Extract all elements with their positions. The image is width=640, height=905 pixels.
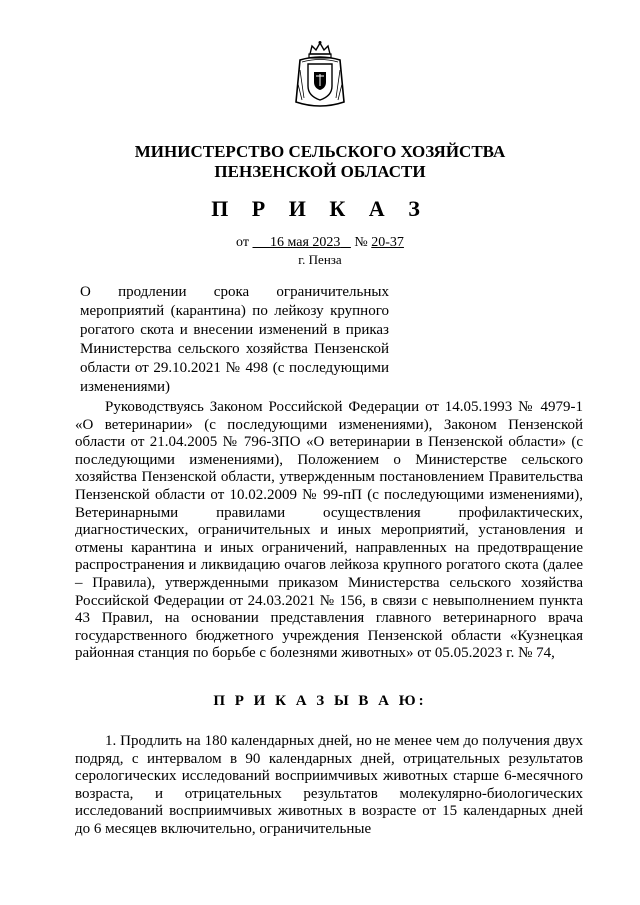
preamble-paragraph: Руководствуясь Законом Российской Федерации от 14.05.1993 № 4979-1 «О ветеринарии» (с последующими изменениями), Законом Пензенской области от 21.04.2005 № 796-ЗПО «О ветеринарии в Пензенской области» (с последующими изменениями), Положением о Министерстве сельского хозяйства Пензенской области, утвержденным постановлением Правительства Пензенской области от 10.02.2009 № 99-пП (с последующими изменениями), Ветеринарными правилами осуществления профилактических, диагностических, ограничительных и иных мероприятий, установления и отмены карантина и иных ограничений, направленных на предотвращение распространения и ликвидацию очагов лейкоза крупного рогатого скота (далее – Правила), утвержденными приказом Министерства сельского хозяйства Российской Федерации от 24.03.2021 № 156, в связи с невыполнением пункта 43 Правил, на основании представления главного ветеринарного врача государственного бюджетного учреждения Пензенской области «Кузнецкая районная станция по борьбе с болезнями животных» от 05.05.2023 г. № 74, <box>75 399 583 662</box>
ministry-title-line2: ПЕНЗЕНСКОЙ ОБЛАСТИ <box>214 162 426 181</box>
date-prefix: от <box>236 235 249 250</box>
ministry-title-line1: МИНИСТЕРСТВО СЕЛЬСКОГО ХОЗЯЙСТВА <box>134 142 506 161</box>
city-label: г. Пенза <box>298 252 342 267</box>
date-number-line <box>0 235 640 251</box>
order-date: 16 мая 2023 <box>269 235 341 250</box>
order-item-1: 1. Продлить на 180 календарных дней, но не менее чем до получения двух подряд, с интервалом в 90 календарных дней, отрицательных результатов серологических исследований восприимчивых животных старше 6-месячного возраста, и отрицательных результатов молекулярно-биологических исследований восприимчивых животных в возрасте от 15 календарных дней до 6 месяцев включительно, ограничительные <box>75 733 583 837</box>
document-type-title: П Р И К А З <box>211 196 429 221</box>
number-prefix: № <box>354 235 368 250</box>
order-subject: О продлении срока ограничительных мероприятий (карантина) по лейкозу крупного рогатого скота и внесении изменений в приказ Министерства сельского хозяйства Пензенской области от 29.10.2021 № 498 (с последующими изменениями) <box>80 284 389 395</box>
orders-heading: П Р И К А З Ы В А Ю: <box>213 693 427 709</box>
order-number: 20-37 <box>371 235 404 250</box>
coat-of-arms-emblem-icon <box>292 40 348 112</box>
